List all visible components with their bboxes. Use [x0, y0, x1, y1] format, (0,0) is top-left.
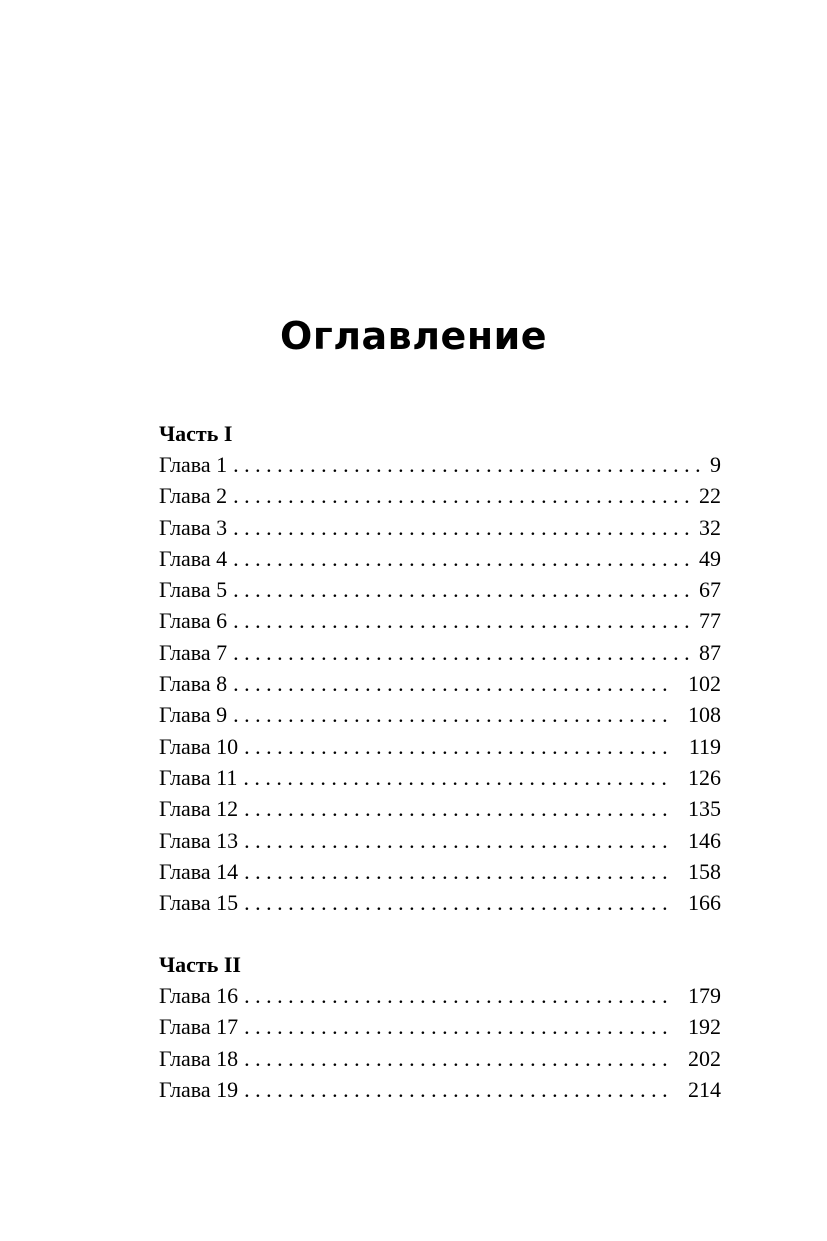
toc-entries: [159, 980, 721, 1105]
toc-entry-page-number: 9: [710, 452, 721, 477]
toc-entry-page-number: 119: [688, 733, 721, 759]
toc-entry-page-number: 166: [688, 890, 721, 916]
dot-leader: [244, 1011, 667, 1042]
toc-entry[interactable]: [159, 1043, 721, 1074]
toc-entry-label: Глава 12: [159, 796, 239, 822]
toc-entry-label: Глава 8: [159, 671, 228, 697]
toc-entry-page-number: 202: [688, 1045, 721, 1071]
dot-leader: [244, 1043, 667, 1074]
page-title: Оглавление: [280, 314, 547, 358]
toc-entry-page-number: 214: [688, 1076, 721, 1102]
part-heading: Часть II: [159, 952, 241, 977]
toc-entry-page-number: 146: [688, 827, 721, 853]
toc-entry[interactable]: [159, 699, 721, 730]
toc-entry-page-number: 108: [688, 702, 721, 728]
toc-entry[interactable]: [159, 793, 721, 824]
toc-entry-label: Глава 5: [159, 577, 228, 603]
toc-entry-label: Глава 18: [159, 1045, 239, 1071]
toc-entry-page-number: 77: [699, 608, 721, 634]
toc-entry[interactable]: [159, 887, 721, 918]
toc-entry-page-number: 22: [699, 483, 721, 509]
toc-entry-page-number: 179: [688, 983, 721, 1008]
toc-entry-page-number: 87: [699, 639, 721, 665]
dot-leader: [244, 825, 667, 856]
dot-leader: [233, 512, 693, 543]
dot-leader: [233, 699, 667, 730]
dot-leader: [243, 762, 667, 793]
dot-leader: [233, 449, 704, 480]
toc-entry-label: Глава 14: [159, 858, 239, 884]
toc-entry-label: Глава 11: [159, 764, 238, 790]
toc-entry-label: Глава 2: [159, 483, 228, 509]
part-heading: Часть I: [159, 421, 233, 446]
dot-leader: [244, 731, 667, 762]
toc-entry-page-number: 32: [699, 514, 721, 540]
toc-entry[interactable]: [159, 574, 721, 605]
toc-part-2: [159, 949, 721, 1105]
toc-entry-page-number: 102: [688, 671, 721, 697]
dot-leader: [244, 1074, 667, 1105]
toc-entry-label: Глава 9: [159, 702, 228, 728]
toc-entry[interactable]: [159, 637, 721, 668]
toc-entry-page-number: 49: [699, 545, 721, 571]
toc-part-1: [159, 418, 721, 918]
toc-entry[interactable]: [159, 1011, 721, 1042]
dot-leader: [233, 668, 667, 699]
toc-entry-page-number: 67: [699, 577, 721, 603]
toc-entries: [159, 449, 721, 918]
toc-entry-label: Глава 13: [159, 827, 239, 853]
toc-entry[interactable]: [159, 543, 721, 574]
toc-entry[interactable]: [159, 762, 721, 793]
toc-entry-label: Глава 7: [159, 639, 228, 665]
toc-entry[interactable]: [159, 449, 721, 480]
dot-leader: [233, 605, 693, 636]
toc-entry-page-number: 158: [688, 858, 721, 884]
toc-entry[interactable]: [159, 731, 721, 762]
toc-entry-page-number: 126: [688, 764, 721, 790]
toc-entry-label: Глава 17: [159, 1014, 239, 1040]
dot-leader: [233, 480, 693, 511]
toc-entry-label: Глава 15: [159, 890, 239, 916]
dot-leader: [233, 574, 693, 605]
toc-entry[interactable]: [159, 512, 721, 543]
toc-entry[interactable]: [159, 825, 721, 856]
toc-entry[interactable]: [159, 980, 721, 1011]
toc-entry-label: Глава 16: [159, 983, 239, 1008]
toc-entry-label: Глава 3: [159, 514, 228, 540]
toc-entry[interactable]: [159, 1074, 721, 1105]
toc-entry-label: Глава 10: [159, 733, 239, 759]
dot-leader: [244, 793, 667, 824]
toc-entry[interactable]: [159, 668, 721, 699]
toc-entry[interactable]: [159, 480, 721, 511]
toc-entry[interactable]: [159, 605, 721, 636]
toc-entry-label: Глава 1: [159, 452, 228, 477]
toc-entry-label: Глава 6: [159, 608, 228, 634]
dot-leader: [233, 637, 693, 668]
dot-leader: [244, 887, 667, 918]
dot-leader: [233, 543, 693, 574]
toc-entry-page-number: 135: [688, 796, 721, 822]
dot-leader: [244, 980, 667, 1011]
dot-leader: [244, 856, 667, 887]
toc-entry-label: Глава 19: [159, 1076, 239, 1102]
toc-entry-page-number: 192: [688, 1014, 721, 1040]
toc-entry-label: Глава 4: [159, 545, 228, 571]
toc-entry[interactable]: [159, 856, 721, 887]
